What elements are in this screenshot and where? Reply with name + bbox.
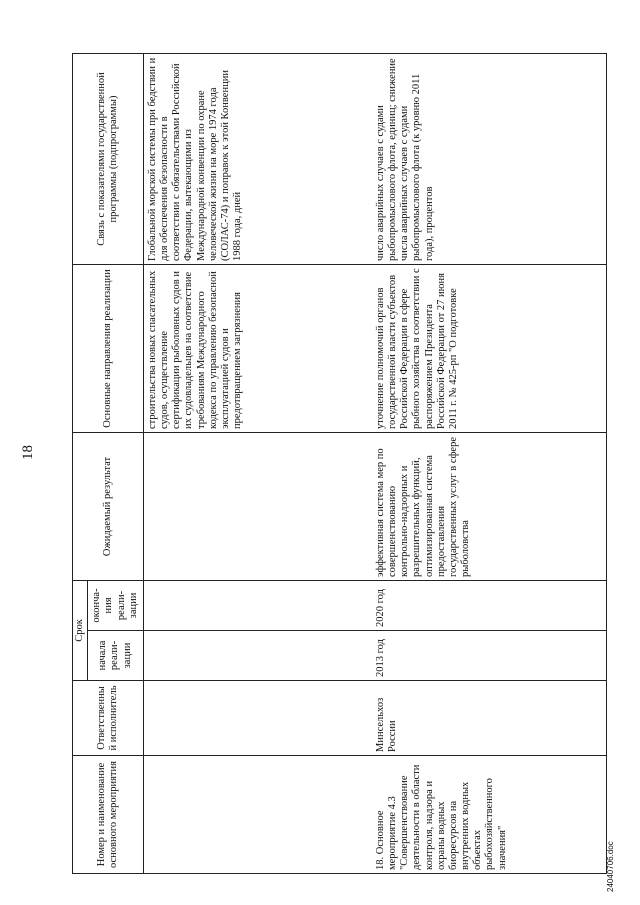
cell-term-end — [143, 580, 372, 630]
header-executor: Ответственный исполнитель — [73, 681, 144, 756]
header-term: Срок — [73, 580, 88, 680]
cell-link: число аварийных случаев с судами рыбопромыслового флота, единиц; снижение числа аварийных случаев с судами рыбопромыслового флота (к уровню 2011 года), процентов — [372, 53, 607, 264]
cell-result: эффективная система мер по совершенствованию контрольно-надзорных и разрешительных функций, оптимизированная система предоставления государственных услуг в сфере рыболовства — [372, 432, 607, 580]
header-number-name: Номер и наименование основного мероприятия — [73, 756, 144, 874]
header-term-start: начала реали-зации — [88, 631, 144, 681]
cell-result — [143, 432, 372, 580]
cell-number-name — [143, 756, 372, 874]
header-result: Ожидаемый результат — [73, 432, 144, 580]
cell-executor — [143, 681, 372, 756]
cell-executor: Минсельхоз России — [372, 681, 607, 756]
table-row-continuation — [143, 53, 372, 873]
header-row-1 — [73, 53, 88, 873]
header-link: Связь с показателями государственной программы (подпрограммы) — [73, 53, 144, 264]
cell-link: Глобальной морской системы при бедствии и для обеспечения безопасности в соответствии с обязательствами Российской Федерации, вытекающими из Международной конвенции по охране человеческой жизни на море 1974 года (СОЛАС-74) и поправок к этой Конвенции 1988 года, дней — [143, 53, 372, 264]
page-number: 18 — [20, 445, 36, 460]
cell-term-start — [143, 631, 372, 681]
header-directions: Основные направления реализации — [73, 264, 144, 432]
cell-term-start: 2013 год — [372, 631, 607, 681]
cell-directions: уточнение полномочий органов государственной власти субъектов Российской Федерации в сфере рыбного хозяйства в соответствии с распоряжением Президента Российской Федерации от 27 июня 2011 г. № 425-рп "О подготовке — [372, 264, 607, 432]
cell-term-end: 2020 год — [372, 580, 607, 630]
cell-directions: строительства новых спасательных судов, осуществление сертификации рыболовных судов и их судовладельцев на соответствие требованиям Международного кодекса по управлению безопасной эксплуатацией судов и предотвращением загрязнения — [143, 264, 372, 432]
rotated-page — [20, 12, 620, 892]
header-term-end: оконча-ния реали-зации — [88, 580, 144, 630]
cell-number-name: 18. Основное мероприятие 4.3 "Совершенствование деятельности в области контроля, надзора и охраны водных биоресурсов на внутренних водных объектах рыбохозяйственного значения" — [372, 756, 607, 874]
document-id: 24040706.doc — [606, 841, 615, 892]
table-row-18 — [372, 53, 607, 873]
measures-table — [72, 53, 607, 874]
